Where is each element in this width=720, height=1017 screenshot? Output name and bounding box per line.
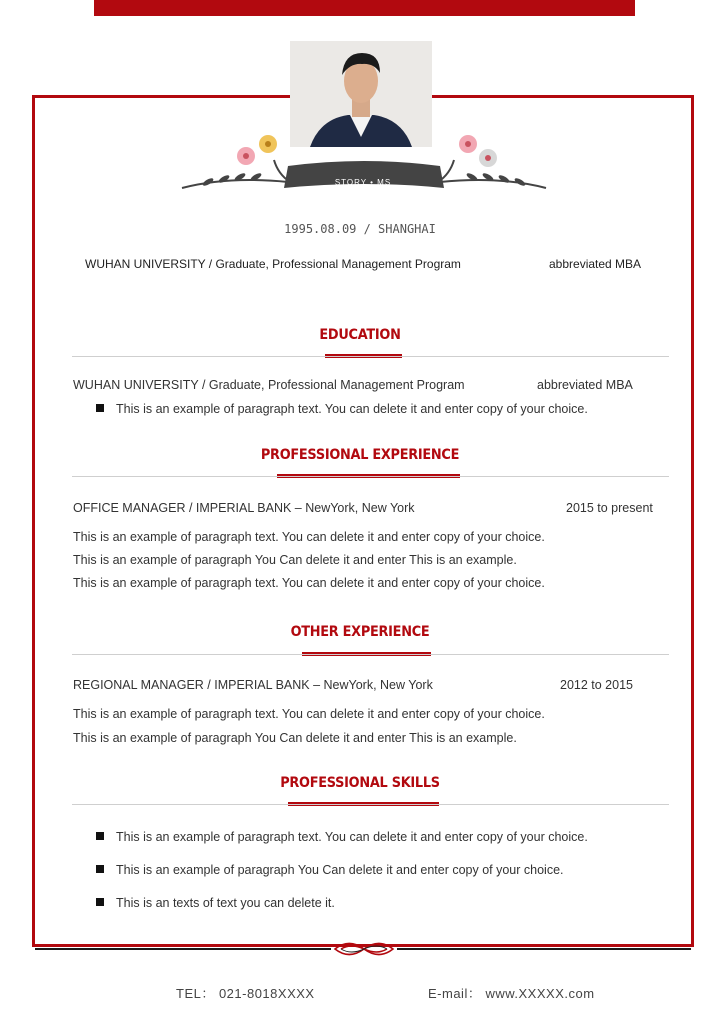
degree-summary-text: WUHAN UNIVERSITY / Graduate, Professional Management Program	[85, 257, 461, 271]
ribbon-label: STORY • MS	[334, 178, 392, 187]
knot-ornament	[331, 938, 397, 960]
experience-dates: 2015 to present	[566, 501, 653, 515]
other-experience-line: This is an example of paragraph text. You can delete it and enter copy of your choice.	[73, 707, 545, 721]
bottom-divider-left	[35, 948, 331, 950]
experience-line: This is an example of paragraph text. You can delete it and enter copy of your choice.	[73, 530, 545, 544]
education-bullet-text: This is an example of paragraph text. You can delete it and enter copy of your choice.	[116, 402, 588, 416]
education-entry: WUHAN UNIVERSITY / Graduate, Professional Management Program	[73, 378, 465, 392]
other-experience-dates: 2012 to 2015	[560, 678, 633, 692]
birth-date-location: 1995.08.09 / SHANGHAI	[284, 222, 436, 236]
degree-summary	[85, 257, 645, 271]
footer-email: E-mail： www.XXXXX.com	[428, 986, 595, 1001]
top-accent-bar	[94, 0, 635, 16]
skill-item: This is an example of paragraph You Can delete it and enter copy of your choice.	[116, 863, 564, 877]
footer-telephone: TEL： 021-8018XXXX	[176, 986, 315, 1001]
bullet-icon	[96, 404, 104, 412]
degree-summary-abbrev: abbreviated MBA	[549, 257, 642, 271]
section-divider	[72, 476, 669, 477]
section-title-professional-experience: PROFESSIONAL EXPERIENCE	[260, 447, 460, 463]
section-divider	[72, 654, 669, 655]
education-abbrev: abbreviated MBA	[537, 378, 633, 392]
bullet-icon	[96, 832, 104, 840]
other-experience-line: This is an example of paragraph You Can delete it and enter This is an example.	[73, 731, 517, 745]
other-experience-role: REGIONAL MANAGER / IMPERIAL BANK – NewYork, New York	[73, 678, 433, 692]
section-title-professional-skills: PROFESSIONAL SKILLS	[280, 775, 440, 791]
floral-ornament	[178, 130, 550, 200]
bullet-icon	[96, 898, 104, 906]
bullet-icon	[96, 865, 104, 873]
skill-item: This is an texts of text you can delete it.	[116, 896, 335, 910]
experience-line: This is an example of paragraph You Can delete it and enter This is an example.	[73, 553, 517, 567]
section-title-other-experience: OTHER EXPERIENCE	[290, 624, 430, 640]
section-title-education: EDUCATION	[319, 327, 401, 343]
section-divider	[72, 804, 669, 805]
bottom-divider-right	[397, 948, 691, 950]
experience-line: This is an example of paragraph text. You can delete it and enter copy of your choice.	[73, 576, 545, 590]
skill-item: This is an example of paragraph text. You can delete it and enter copy of your choice.	[116, 830, 588, 844]
section-divider	[72, 356, 669, 357]
experience-role: OFFICE MANAGER / IMPERIAL BANK – NewYork, New York	[73, 501, 415, 515]
